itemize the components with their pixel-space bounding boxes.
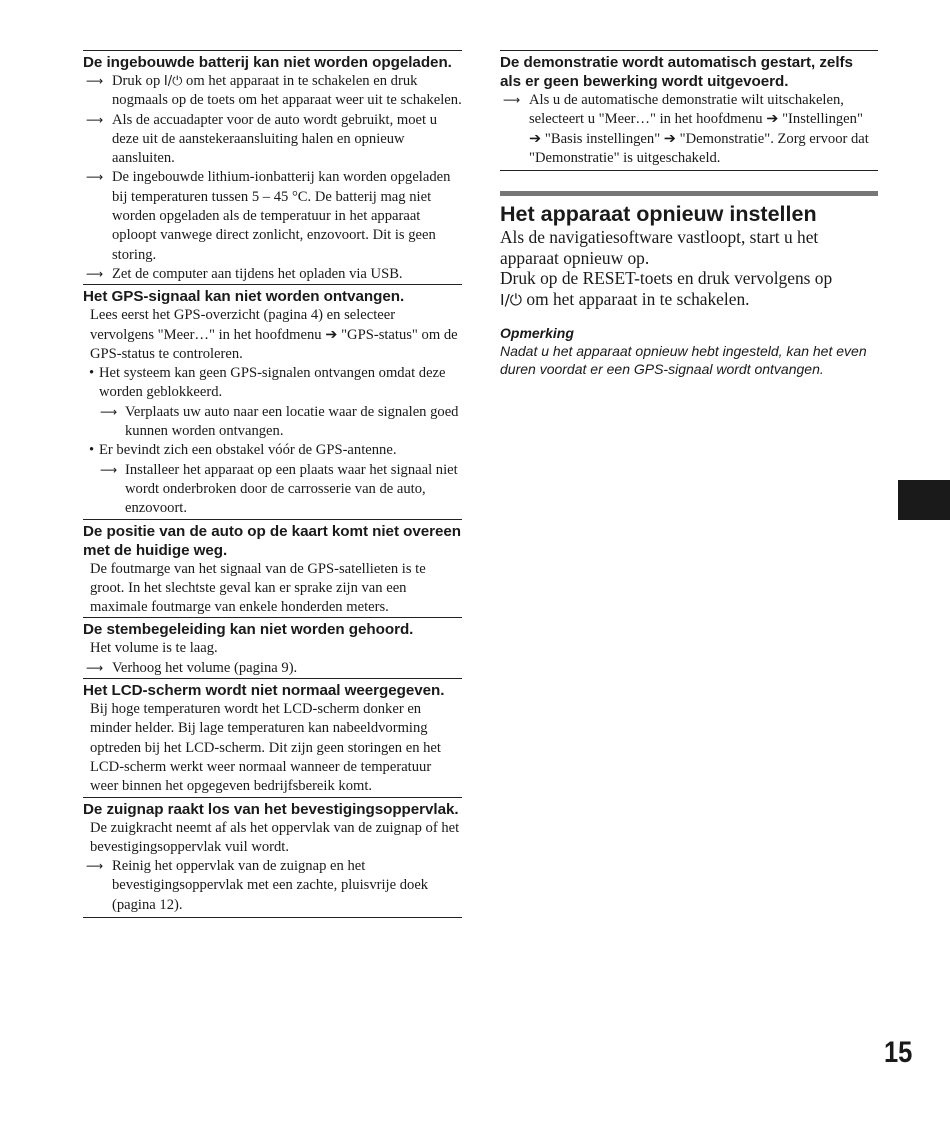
bullet-icon: •	[89, 442, 95, 459]
section-heading: Het GPS-signaal kan niet worden ontvangen.	[83, 288, 405, 306]
arrow-item: ⟶ Als de accuadapter voor de auto wordt gebruikt, moet u deze uit de aanstekeraansluiting halen en opnieuw aansluiten.	[86, 111, 438, 167]
arrow-icon: ⟶	[100, 404, 118, 419]
section-heading: Het LCD-scherm wordt niet normaal weergegeven.	[83, 682, 445, 700]
reset-text: Als de navigatiesoftware vastloopt, start u het apparaat opnieuw op.	[500, 227, 819, 268]
arrow-icon: ⟶	[86, 660, 104, 675]
arrow-icon: ⟶	[86, 859, 104, 874]
note-heading: Opmerking	[500, 324, 574, 341]
section-lcd-screen	[83, 678, 462, 796]
section-battery	[83, 50, 462, 284]
arrow-item: ⟶ Zet de computer aan tijdens het opladen via USB.	[83, 265, 462, 284]
arrow-item: ⟶ Als u de automatische demonstratie wilt uitschakelen, selecteert u "Meer…" in het hoofdmenu ➔ "Instellingen" ➔ "Basis instellingen" ➔ "Demonstratie". Zorg ervoor dat "Demonstratie" is uitgeschakeld.	[503, 92, 869, 166]
section-map-position	[83, 519, 462, 618]
bullet-item: • Er bevindt zich een obstakel vóór de GPS-antenne.	[83, 441, 462, 460]
arrow-item: ⟶ De ingebouwde lithium-ionbatterij kan worden opgeladen bij temperaturen tussen 5 – 45 °C. De batterij mag niet worden opgeladen als de temperatuur in het apparaat oploopt vanwege direct zonlicht, enzovoort. Dit is geen storing.	[86, 169, 451, 263]
section-heading: De demonstratie wordt automatisch gestart, zelfs als er geen bewerking wordt uitgevoerd.	[500, 54, 853, 90]
arrow-icon: ⟶	[86, 170, 104, 185]
section-text: Het volume is te laag.	[90, 640, 218, 657]
power-icon: I/⏻	[163, 74, 183, 89]
section-gps-signal	[83, 284, 462, 518]
section-heading: De positie van de auto op de kaart komt niet overeen met de huidige weg.	[83, 522, 462, 559]
arrow-icon: ⟶	[503, 93, 521, 107]
arrow-item: ⟶ Verplaats uw auto naar een locatie waar de signalen goed kunnen worden ontvangen.	[100, 403, 459, 440]
bullet-icon: •	[89, 365, 95, 382]
section-text: Bij hoge temperaturen wordt het LCD-scherm donker en minder helder. Bij lage temperaturen kan nabeeldvorming optreden bij het LCD-scherm. Dit zijn geen storingen en het LCD-scherm werkt weer normaal wanneer de temperatuur weer binnen het opgegeven bedrijfsbereik komt.	[90, 701, 441, 795]
section-heading: De ingebouwde batterij kan niet worden opgeladen.	[83, 54, 452, 71]
arrow-icon: ⟶	[100, 462, 118, 477]
left-column	[83, 50, 462, 918]
arrow-icon: ⟶	[86, 266, 104, 281]
section-heading: De zuignap raakt los van het bevestigingsoppervlak.	[83, 800, 459, 818]
section-voice-guidance	[83, 617, 462, 678]
section-text: De foutmarge van het signaal van de GPS-satellieten is te groot. In het slechtste geval kan er sprake zijn van een maximale foutmarge van enkele honderden meters.	[90, 560, 426, 616]
arrow-item: ⟶ Verhoog het volume (pagina 9).	[83, 659, 462, 678]
arrow-item: ⟶ Druk op I/⏻ om het apparaat in te schakelen en druk nogmaals op de toets om het apparaat weer uit te schakelen.	[86, 73, 462, 109]
arrow-item: ⟶ Reinig het oppervlak van de zuignap en het bevestigingsoppervlak met een zachte, pluisvrije doek (pagina 12).	[86, 858, 429, 913]
bullet-item: • Het systeem kan geen GPS-signalen ontvangen omdat deze worden geblokkeerd.	[89, 365, 446, 401]
section-heading: De stembegeleiding kan niet worden gehoord.	[83, 621, 414, 639]
section-demonstration	[500, 50, 878, 171]
power-icon: I/⏻	[500, 290, 523, 309]
reset-heading: Het apparaat opnieuw instellen	[500, 202, 817, 227]
section-suction-cup	[83, 797, 462, 918]
arrow-item: ⟶ Installeer het apparaat op een plaats waar het signaal niet wordt onderbroken door de carrosserie van de auto, enzovoort.	[100, 461, 458, 517]
note-text: Nadat u het apparaat opnieuw hebt ingesteld, kan het even duren voordat er een GPS-signaal wordt ontvangen.	[500, 342, 867, 377]
section-text: Lees eerst het GPS-overzicht (pagina 4) en selecteer vervolgens "Meer…" in het hoofdmenu ➔ "GPS-status" om de GPS-status te controleren.	[90, 307, 458, 362]
section-text: De zuigkracht neemt af als het oppervlak van de zuignap of het bevestigingsoppervlak vuil wordt.	[90, 819, 460, 855]
arrow-icon: ⟶	[86, 74, 104, 88]
reset-instruction: Druk op de RESET-toets en druk vervolgens op I/⏻ om het apparaat in te schakelen.	[500, 268, 833, 309]
arrow-icon: ⟶	[86, 112, 104, 127]
page-number: 15	[884, 1036, 913, 1069]
right-column	[500, 50, 878, 378]
chapter-tab	[898, 480, 950, 520]
